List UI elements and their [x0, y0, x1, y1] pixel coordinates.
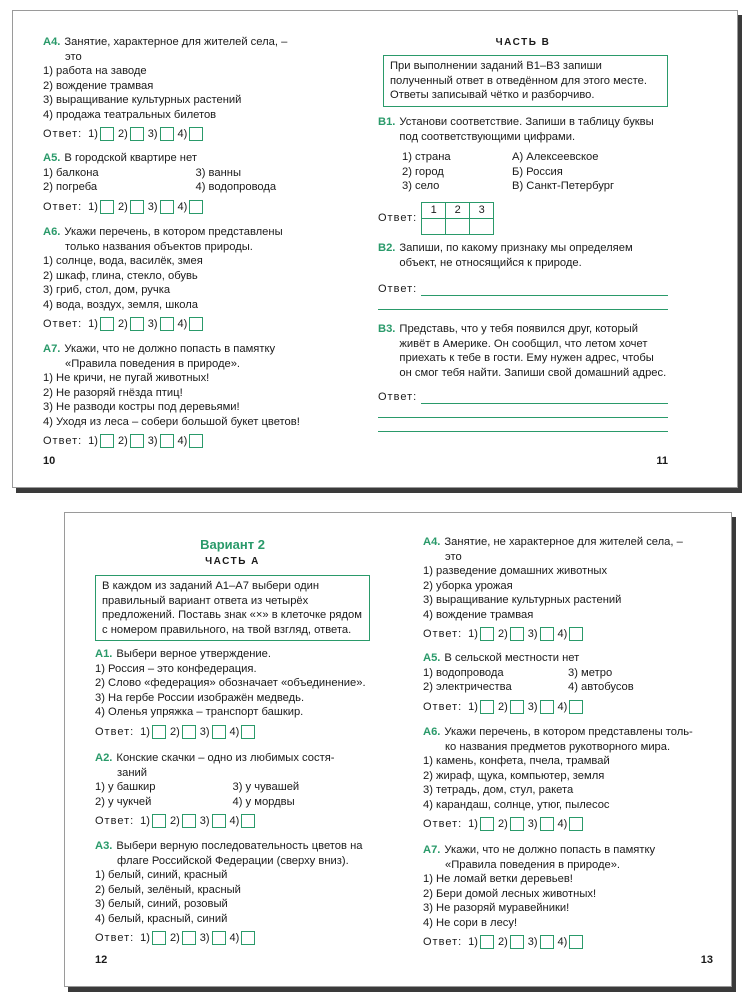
page-number: 10 — [43, 455, 56, 467]
slot-label: 3) — [199, 932, 210, 944]
table-header-cell: 2 — [446, 202, 470, 218]
options-list — [43, 254, 348, 312]
answer-checkbox[interactable] — [189, 434, 203, 448]
question-text-cont: флаге Российской Федерации (сверху вниз). — [117, 854, 349, 867]
answer-checkbox[interactable] — [100, 317, 114, 331]
answer-checkbox[interactable] — [510, 627, 524, 641]
match-left-item: 3) село — [402, 180, 440, 192]
answer-checkbox[interactable] — [189, 317, 203, 331]
answer-label: Ответ: — [43, 318, 83, 330]
option: 3) Не разводи костры под деревьями! — [43, 401, 240, 413]
answer-checkbox[interactable] — [569, 700, 583, 714]
question-a7 — [43, 342, 348, 449]
match-right-item: В) Санкт-Петербург — [512, 180, 615, 192]
page-number: 12 — [95, 954, 108, 966]
option: 2) Не разоряй гнёзда птиц! — [43, 386, 183, 399]
question-text: Запиши, по какому признаку мы определяем объект, не относящийся к природе. — [399, 242, 633, 269]
answer-checkbox[interactable] — [480, 627, 494, 641]
page-10 — [43, 11, 348, 487]
option: 2) Слово «федерация» обозначает «объединение». — [95, 677, 366, 689]
slot-label: 4) — [229, 815, 240, 827]
option: 1) белый, синий, красный — [95, 869, 228, 881]
bottom-spread — [64, 512, 732, 987]
answer-checkbox[interactable] — [152, 814, 166, 828]
answer-checkbox[interactable] — [510, 817, 524, 831]
question-text: Представь, что у тебя появился друг, который живёт в Америке. Он сообщил, что летом хочет приехать к тебе в гости. Ему нужен адрес, чтобы он смог тебя найти. Запиши свой домашний адрес. — [399, 323, 667, 379]
option: 4) продажа театральных билетов — [43, 108, 217, 121]
slot-label: 4) — [557, 700, 568, 713]
answer-checkbox[interactable] — [100, 434, 114, 448]
question-number: А4. — [43, 36, 61, 48]
option: 1) солнце, вода, василёк, змея — [43, 255, 203, 267]
question-text: Укажи перечень, в котором представлены толь- — [444, 726, 693, 738]
question-text: Укажи перечень, в котором представлены — [64, 226, 283, 238]
slot-label: 4) — [177, 435, 188, 447]
options-list — [95, 662, 370, 720]
slot-label: 1) — [88, 435, 98, 447]
option: 3) тетрадь, дом, стул, ракета — [423, 784, 574, 796]
option: 1) камень, конфета, пчела, трамвай — [423, 755, 610, 767]
instruction-box: В каждом из заданий А1–А7 выбери один правильный вариант ответа из четырёх предложений. Поставь знак «×» в клеточке рядом с номером правильного, на твой взгляд, ответа. — [95, 575, 370, 641]
slot-label: 1) — [468, 936, 478, 948]
option: 3) гриб, стол, дом, ручка — [43, 284, 171, 296]
match-left-item: 2) город — [402, 165, 444, 178]
slot-label: 3) — [147, 128, 158, 140]
question-text: Конские скачки – одно из любимых состя- — [116, 752, 335, 764]
question-b1 — [378, 115, 668, 235]
option: 4) вода, воздух, земля, школа — [43, 298, 198, 311]
question-text: Выбери верную последовательность цветов на — [116, 840, 363, 852]
question-text: Занятие, характерное для жителей села, – — [64, 36, 288, 48]
answer-row — [95, 725, 370, 740]
question-number: А7. — [43, 343, 61, 355]
answer-line[interactable] — [378, 404, 668, 418]
options-grid — [95, 780, 370, 809]
question-a5 — [43, 151, 348, 214]
answer-checkbox[interactable] — [182, 931, 196, 945]
option: 3) у чувашей — [232, 781, 300, 793]
answer-row — [423, 935, 713, 950]
slot-label: 2) — [117, 128, 128, 140]
question-number: А6. — [423, 726, 441, 738]
answer-row — [43, 127, 348, 142]
slot-label: 4) — [557, 936, 568, 948]
answer-checkbox[interactable] — [100, 200, 114, 214]
slot-label: 4) — [557, 818, 568, 830]
option: 1) разведение домашних животных — [423, 565, 608, 577]
option: 1) балкона — [43, 166, 99, 179]
answer-checkbox[interactable] — [480, 935, 494, 949]
answer-row — [95, 814, 370, 829]
answer-line[interactable] — [378, 418, 668, 432]
option: 4) Уходя из леса – собери большой букет цветов! — [43, 415, 300, 428]
question-text: Укажи, что не должно попасть в памятку — [64, 343, 276, 355]
question-text: Выбери верное утверждение. — [116, 648, 271, 660]
answer-row — [423, 700, 713, 715]
option: 2) вождение трамвая — [43, 79, 154, 92]
question-a1 — [95, 647, 370, 739]
question-a4 — [43, 35, 348, 142]
question-a4 — [423, 535, 713, 642]
answer-line-row — [378, 388, 668, 404]
page-number: 11 — [656, 455, 668, 467]
question-text-cont: это — [65, 50, 82, 63]
answer-checkbox[interactable] — [130, 200, 144, 214]
slot-label: 3) — [147, 435, 158, 447]
answer-row — [43, 200, 348, 215]
slot-label: 3) — [147, 200, 158, 213]
table-header-cell: 3 — [470, 202, 494, 218]
option: 2) электричества — [423, 681, 512, 693]
slot-label: 2) — [117, 435, 128, 447]
answer-checkbox[interactable] — [569, 627, 583, 641]
match-left-item: 1) страна — [402, 151, 451, 163]
option: 3) На гербе России изображён медведь. — [95, 691, 305, 704]
answer-checkbox[interactable] — [152, 931, 166, 945]
option: 2) Бери домой лесных животных! — [423, 887, 597, 900]
answer-checkbox[interactable] — [241, 931, 255, 945]
slot-label: 2) — [497, 628, 508, 640]
answer-label: Ответ: — [378, 211, 418, 224]
answer-checkbox[interactable] — [160, 200, 174, 214]
slot-label: 1) — [140, 815, 150, 827]
answer-label: Ответ: — [95, 932, 135, 944]
question-number: В2. — [378, 242, 396, 254]
slot-label: 4) — [177, 200, 188, 213]
section-title: ЧАСТЬ А — [205, 556, 260, 567]
option: 4) автобусов — [568, 681, 634, 693]
answer-row — [423, 627, 713, 642]
answer-checkbox[interactable] — [480, 700, 494, 714]
slot-label: 1) — [468, 818, 478, 830]
answer-checkbox[interactable] — [130, 127, 144, 141]
match-right-item: А) Алексеевское — [512, 151, 599, 163]
answer-checkbox[interactable] — [160, 127, 174, 141]
answer-checkbox[interactable] — [130, 317, 144, 331]
option: 1) Не ломай ветки деревьев! — [423, 873, 573, 885]
answer-checkbox[interactable] — [569, 817, 583, 831]
slot-label: 1) — [468, 700, 478, 713]
slot-label: 2) — [169, 932, 180, 944]
question-number: А7. — [423, 844, 441, 856]
options-list — [95, 868, 370, 926]
answer-line[interactable] — [378, 296, 668, 310]
table-answer-cell[interactable] — [422, 218, 446, 234]
slot-label: 1) — [88, 318, 98, 330]
answer-table — [421, 202, 494, 235]
option: 4) карандаш, солнце, утюг, пылесос — [423, 798, 610, 811]
answer-checkbox[interactable] — [241, 725, 255, 739]
slot-label: 4) — [229, 932, 240, 944]
table-header-cell: 1 — [422, 202, 446, 218]
answer-checkbox[interactable] — [241, 814, 255, 828]
question-text-cont: это — [445, 550, 462, 563]
question-text: В сельской местности нет — [444, 652, 580, 664]
answer-checkbox[interactable] — [480, 817, 494, 831]
options-grid — [423, 666, 713, 695]
option: 2) белый, зелёный, красный — [95, 883, 241, 896]
answer-label: Ответ: — [43, 128, 83, 140]
question-a5 — [423, 651, 713, 714]
slot-label: 1) — [468, 628, 478, 640]
question-a6 — [423, 725, 713, 832]
question-text: В городской квартире нет — [64, 152, 197, 164]
options-list — [423, 754, 713, 812]
slot-label: 3) — [527, 700, 538, 713]
answer-label: Ответ: — [43, 200, 83, 213]
option: 1) у башкир — [95, 781, 156, 793]
answer-checkbox[interactable] — [189, 127, 203, 141]
question-number: А2. — [95, 752, 113, 764]
answer-checkbox[interactable] — [510, 700, 524, 714]
option: 1) Россия – это конфедерация. — [95, 662, 257, 675]
slot-label: 4) — [177, 318, 188, 330]
page-number: 13 — [700, 954, 713, 966]
option: 1) Не кричи, не пугай животных! — [43, 372, 210, 384]
answer-checkbox[interactable] — [130, 434, 144, 448]
answer-checkbox[interactable] — [540, 817, 554, 831]
answer-checkbox[interactable] — [160, 317, 174, 331]
options-list — [423, 564, 713, 622]
question-number: А1. — [95, 648, 113, 660]
option: 3) Не разоряй муравейники! — [423, 902, 570, 914]
slot-label: 3) — [527, 818, 538, 830]
answer-checkbox[interactable] — [152, 725, 166, 739]
instruction-box: При выполнении заданий В1–В3 запиши полученный ответ в отведённом для этого месте. Ответы записывай чётко и разборчиво. — [383, 55, 668, 107]
answer-row — [95, 931, 370, 946]
match-columns — [378, 150, 668, 194]
question-number: А5. — [423, 652, 441, 664]
answer-label: Ответ: — [423, 818, 463, 830]
option: 3) белый, синий, розовый — [95, 898, 228, 910]
answer-checkbox[interactable] — [182, 725, 196, 739]
slot-label: 2) — [497, 818, 508, 830]
table-answer-cell[interactable] — [470, 218, 494, 234]
slot-label: 1) — [88, 128, 98, 140]
answer-label: Ответ: — [95, 725, 135, 738]
option: 1) водопровода — [423, 666, 504, 679]
slot-label: 1) — [140, 932, 150, 944]
answer-checkbox[interactable] — [569, 935, 583, 949]
slot-label: 2) — [169, 815, 180, 827]
question-b2 — [378, 241, 668, 310]
match-right-item: Б) Россия — [512, 165, 563, 178]
option: 4) Не сори в лесу! — [423, 916, 518, 929]
slot-label: 1) — [140, 725, 150, 738]
section-title: ЧАСТЬ В — [495, 37, 551, 48]
answer-line-row — [378, 280, 668, 296]
answer-row — [43, 434, 348, 449]
slot-label: 3) — [199, 815, 210, 827]
table-answer-cell[interactable] — [446, 218, 470, 234]
answer-checkbox[interactable] — [182, 814, 196, 828]
answer-label: Ответ: — [423, 936, 463, 948]
question-text: Занятие, не характерное для жителей села, – — [444, 536, 683, 548]
slot-label: 4) — [229, 725, 240, 738]
option: 4) белый, красный, синий — [95, 912, 228, 925]
option: 4) Оленья упряжка – транспорт башкир. — [95, 706, 304, 718]
slot-label: 3) — [147, 318, 158, 330]
option: 2) уборка урожая — [423, 579, 513, 592]
options-list — [43, 371, 348, 429]
option: 2) погреба — [43, 181, 98, 193]
answer-line[interactable] — [421, 392, 668, 404]
option: 2) у чукчей — [95, 795, 152, 808]
slot-label: 2) — [169, 725, 180, 738]
answer-checkbox[interactable] — [212, 931, 226, 945]
answer-label: Ответ: — [378, 282, 418, 295]
slot-label: 3) — [199, 725, 210, 738]
slot-label: 2) — [117, 200, 128, 213]
slot-label: 2) — [117, 318, 128, 330]
question-text: Укажи, что не должно попасть в памятку — [444, 844, 656, 856]
question-a7 — [423, 843, 713, 950]
answer-row — [43, 317, 348, 332]
option: 4) вождение трамвая — [423, 608, 534, 621]
question-number: А5. — [43, 152, 61, 164]
options-list — [43, 64, 348, 122]
answer-table-row — [378, 202, 668, 235]
question-text-cont: «Правила поведения в природе». — [65, 357, 241, 370]
question-text-cont: ко названия предметов рукотворного мира. — [445, 740, 671, 753]
answer-label: Ответ: — [423, 628, 463, 640]
answer-checkbox[interactable] — [189, 200, 203, 214]
slot-label: 3) — [527, 628, 538, 640]
option: 2) шкаф, глина, стекло, обувь — [43, 269, 198, 282]
question-b3 — [378, 322, 668, 432]
option: 3) ванны — [195, 166, 241, 179]
question-text: Установи соответствие. Запиши в таблицу буквы под соответствующими цифрами. — [399, 116, 654, 143]
slot-label: 2) — [497, 700, 508, 713]
slot-label: 2) — [497, 936, 508, 948]
answer-checkbox[interactable] — [540, 700, 554, 714]
answer-checkbox[interactable] — [510, 935, 524, 949]
answer-label: Ответ: — [378, 390, 418, 403]
option: 3) метро — [568, 666, 613, 679]
slot-label: 4) — [177, 128, 188, 140]
answer-label: Ответ: — [43, 435, 83, 447]
question-number: А4. — [423, 536, 441, 548]
question-number: А3. — [95, 840, 113, 852]
question-a3 — [95, 839, 370, 946]
question-text-cont: только названия объектов природы. — [65, 240, 253, 253]
answer-checkbox[interactable] — [540, 627, 554, 641]
option: 4) водопровода — [195, 181, 277, 193]
answer-line[interactable] — [421, 284, 668, 296]
option: 1) работа на заводе — [43, 65, 147, 77]
page-12 — [95, 513, 370, 986]
page-11 — [378, 11, 668, 487]
answer-label: Ответ: — [423, 700, 463, 713]
question-text-cont: «Правила поведения в природе». — [445, 858, 621, 871]
question-a2 — [95, 751, 370, 829]
slot-label: 4) — [557, 628, 568, 640]
slot-label: 3) — [527, 936, 538, 948]
variant-title: Вариант 2 — [200, 537, 265, 552]
answer-checkbox[interactable] — [160, 434, 174, 448]
top-spread — [12, 10, 738, 488]
options-grid — [43, 166, 348, 195]
answer-label: Ответ: — [95, 815, 135, 827]
answer-checkbox[interactable] — [100, 127, 114, 141]
option: 4) у мордвы — [232, 795, 295, 808]
page-13 — [423, 513, 713, 986]
answer-checkbox[interactable] — [540, 935, 554, 949]
option: 3) выращивание культурных растений — [43, 94, 242, 106]
option: 2) жираф, щука, компьютер, земля — [423, 769, 605, 782]
question-number: А6. — [43, 226, 61, 238]
options-list — [423, 872, 713, 930]
question-number: В1. — [378, 116, 396, 128]
answer-row — [423, 817, 713, 832]
question-a6 — [43, 225, 348, 332]
question-text-cont: заний — [117, 766, 148, 779]
answer-checkbox[interactable] — [212, 725, 226, 739]
slot-label: 1) — [88, 200, 98, 213]
question-number: В3. — [378, 323, 396, 335]
answer-checkbox[interactable] — [212, 814, 226, 828]
option: 3) выращивание культурных растений — [423, 594, 622, 606]
